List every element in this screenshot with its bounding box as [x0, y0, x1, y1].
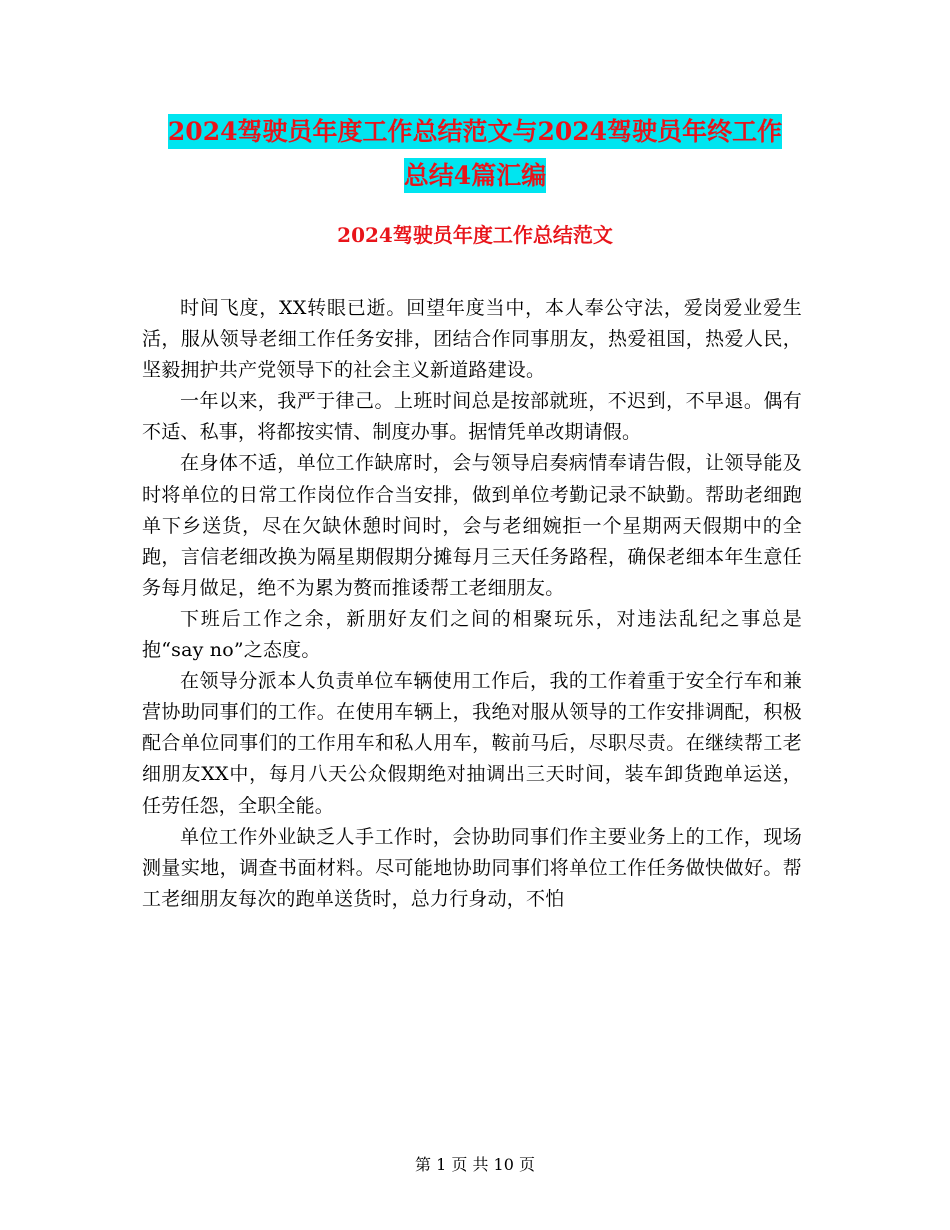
document-title — [0, 110, 950, 198]
paragraph: 在领导分派本人负责单位车辆使用工作后，我的工作着重于安全行车和兼营协助同事们的工作。在使用车辆上，我绝对服从领导的工作安排调配，积极配合单位同事们的工作用车和私人用车，鞍前马后，尽职尽责。在继续帮工老细朋友XX中，每月八天公众假期绝对抽调出三天时间，装车卸货跑单运送，任劳任怨，全职全能。 — [142, 670, 802, 817]
section-title: 2024驾驶员年度工作总结范文 — [337, 223, 613, 247]
paragraph: 时间飞度，XX转眼已逝。回望年度当中，本人奉公守法，爱岗爱业爱生活，服从领导老细工作任务安排，团结合作同事朋友，热爱祖国，热爱人民，坚毅拥护共产党领导下的社会主义新道路建设。 — [142, 297, 802, 382]
page-footer: 第 1 页 共 10 页 — [415, 1155, 535, 1174]
paragraph: 下班后工作之余，新朋好友们之间的相聚玩乐，对违法乱纪之事总是抱“say no”之态度。 — [142, 607, 802, 662]
paragraph: 在身体不适，单位工作缺席时，会与领导启奏病情奉请告假，让领导能及时将单位的日常工作岗位作合当安排，做到单位考勤记录不缺勤。帮助老细跑单下乡送货，尽在欠缺休憩时间时，会与老细婉拒一个星期两天假期中的全跑，言信老细改换为隔星期假期分摊每月三天任务路程，确保老细本年生意任务每月做足，绝不为累为赘而推诿帮工老细朋友。 — [142, 452, 802, 599]
body-text — [142, 293, 802, 915]
paragraph: 单位工作外业缺乏人手工作时，会协助同事们作主要业务上的工作，现场测量实地，调查书面材料。尽可能地协助同事们将单位工作任务做快做好。帮工老细朋友每次的跑单送货时，总力行身动，不怕 — [142, 825, 802, 910]
document-title-line1: 2024驾驶员年度工作总结范文与2024驾驶员年终工作 — [168, 114, 782, 149]
paragraph: 一年以来，我严于律己。上班时间总是按部就班，不迟到，不早退。偶有不适、私事，将都按实情、制度办事。据情凭单改期请假。 — [142, 390, 802, 444]
document-title-line2: 总结4篇汇编 — [404, 158, 546, 193]
